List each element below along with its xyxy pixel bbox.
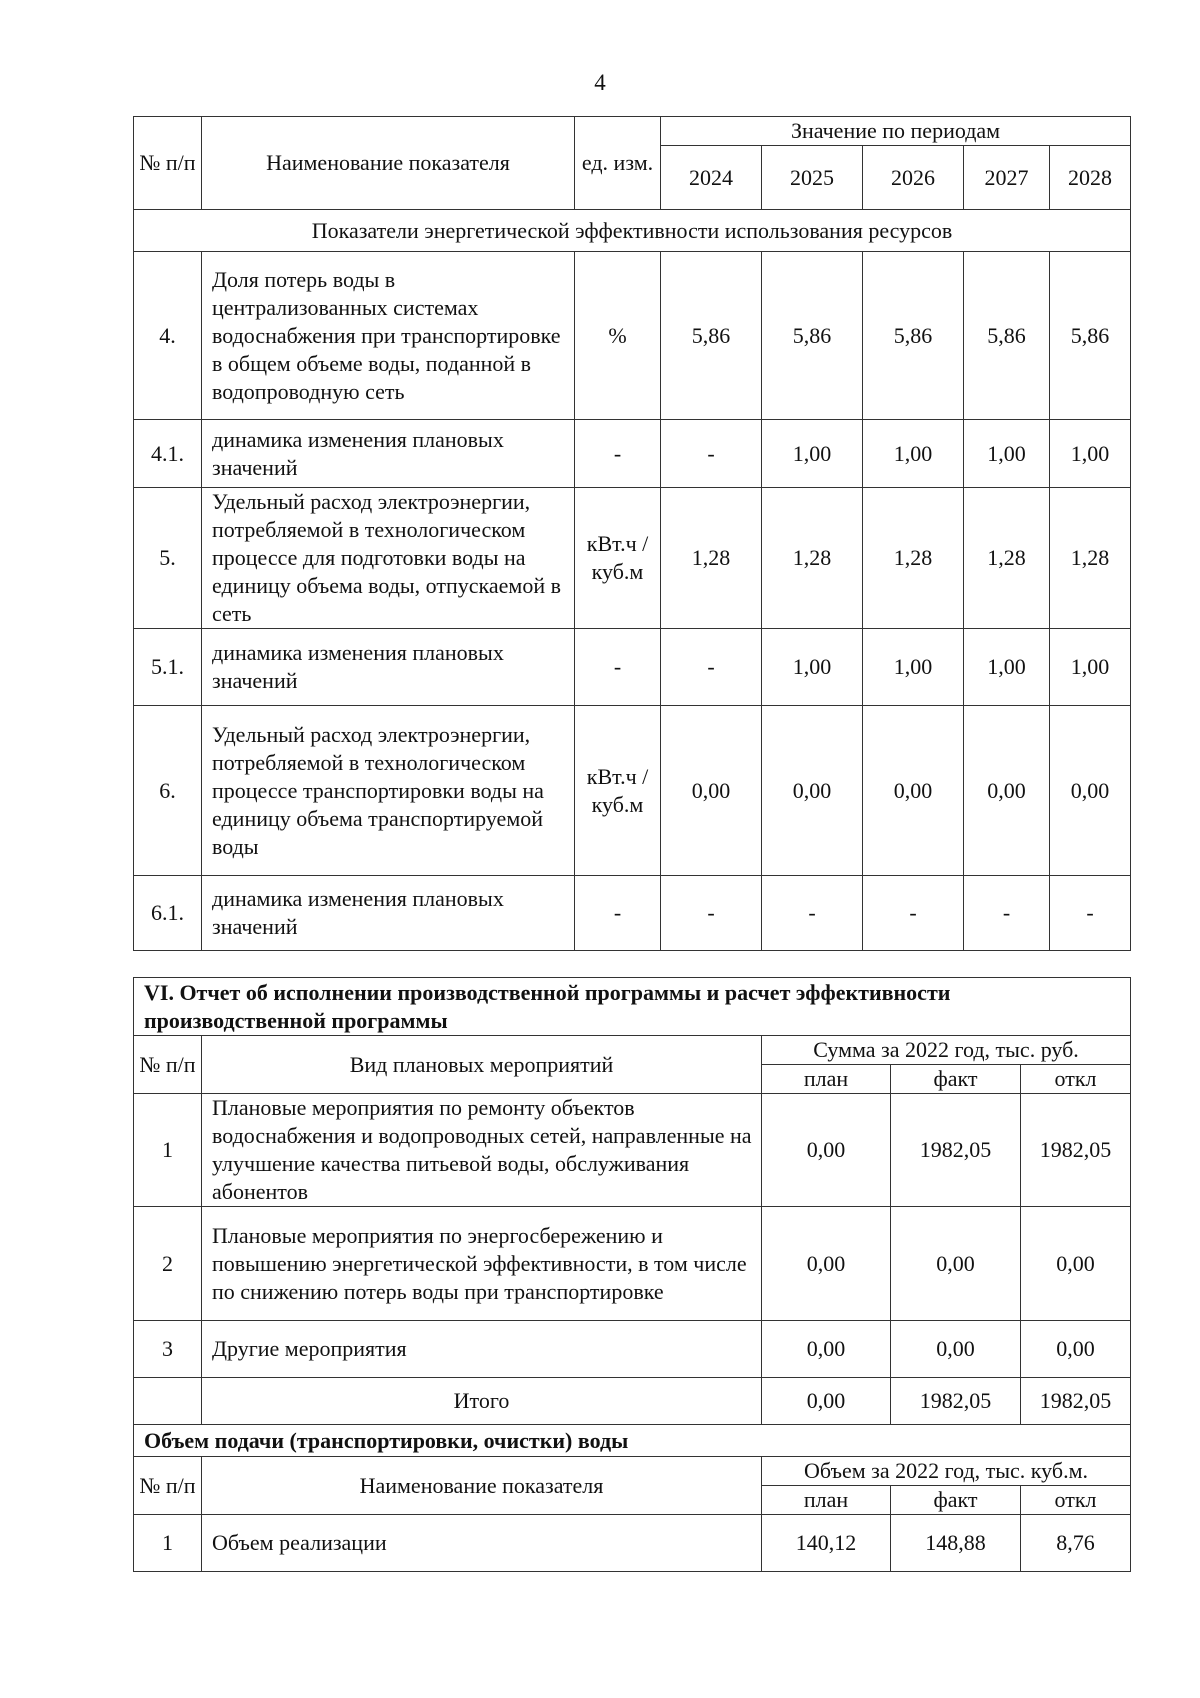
table-row xyxy=(134,629,1131,706)
total-row xyxy=(134,1378,1131,1425)
header-plan: план xyxy=(762,1065,891,1094)
table-row xyxy=(134,252,1131,420)
total-plan: 0,00 xyxy=(762,1378,891,1425)
row-fact: 0,00 xyxy=(891,1207,1021,1321)
header-name: Вид плановых мероприятий xyxy=(202,1036,762,1094)
row-value: 1,00 xyxy=(964,420,1050,488)
row-value: - xyxy=(964,876,1050,951)
volume-header-num: № п/п xyxy=(134,1457,202,1515)
row-plan: 140,12 xyxy=(762,1515,891,1572)
row-value: 1,00 xyxy=(863,420,964,488)
volume-header-plan: план xyxy=(762,1486,891,1515)
header-year: 2026 xyxy=(863,146,964,210)
row-name: Объем реализации xyxy=(202,1515,762,1572)
row-value: 5,86 xyxy=(762,252,863,420)
row-num: 2 xyxy=(134,1207,202,1321)
header-num: № п/п xyxy=(134,117,202,210)
row-dev: 8,76 xyxy=(1021,1515,1131,1572)
row-num: 6.1. xyxy=(134,876,202,951)
row-num: 3 xyxy=(134,1321,202,1378)
header-year: 2024 xyxy=(661,146,762,210)
row-num: 5. xyxy=(134,488,202,629)
row-value: - xyxy=(762,876,863,951)
header-year: 2028 xyxy=(1050,146,1131,210)
volume-header-fact: факт xyxy=(891,1486,1021,1515)
row-num: 5.1. xyxy=(134,629,202,706)
row-name: Плановые мероприятия по энергосбережению и повышению энергетической эффективности, в том числе по снижению потерь воды при транспортировке xyxy=(202,1207,762,1321)
row-name: Доля потерь воды в централизованных системах водоснабжения при транспортировке в общем объеме воды, поданной в водопроводную сеть xyxy=(202,252,575,420)
row-value: 1,28 xyxy=(762,488,863,629)
row-plan: 0,00 xyxy=(762,1094,891,1207)
performance-indicators-table xyxy=(133,116,1131,951)
row-value: 1,00 xyxy=(1050,629,1131,706)
row-value: 1,00 xyxy=(863,629,964,706)
row-value: 5,86 xyxy=(964,252,1050,420)
header-unit: ед. изм. xyxy=(575,117,661,210)
row-fact: 148,88 xyxy=(891,1515,1021,1572)
row-dev: 0,00 xyxy=(1021,1207,1131,1321)
row-value: 1,28 xyxy=(863,488,964,629)
row-dev: 1982,05 xyxy=(1021,1094,1131,1207)
table-row xyxy=(134,706,1131,876)
program-report-table xyxy=(133,977,1131,1572)
row-num: 4. xyxy=(134,252,202,420)
row-fact: 1982,05 xyxy=(891,1094,1021,1207)
row-unit: кВт.ч / куб.м xyxy=(575,488,661,629)
row-name: Удельный расход электроэнергии, потребляемой в технологическом процессе транспортировки воды на единицу объема транспортируемой воды xyxy=(202,706,575,876)
header-name: Наименование показателя xyxy=(202,117,575,210)
row-plan: 0,00 xyxy=(762,1207,891,1321)
volume-header-sum: Объем за 2022 год, тыс. куб.м. xyxy=(762,1457,1131,1486)
row-value: 5,86 xyxy=(863,252,964,420)
row-unit: - xyxy=(575,420,661,488)
row-num: 6. xyxy=(134,706,202,876)
row-value: 1,28 xyxy=(661,488,762,629)
row-value: 1,28 xyxy=(1050,488,1131,629)
header-year: 2027 xyxy=(964,146,1050,210)
report-section-title: VI. Отчет об исполнении производственной программы и расчет эффективности производственной программы xyxy=(134,978,1131,1036)
row-name: Удельный расход электроэнергии, потребляемой в технологическом процессе для подготовки воды на единицу объема воды, отпускаемой в сеть xyxy=(202,488,575,629)
total-label: Итого xyxy=(202,1378,762,1425)
row-fact: 0,00 xyxy=(891,1321,1021,1378)
row-value: - xyxy=(661,629,762,706)
table-row xyxy=(134,488,1131,629)
header-year: 2025 xyxy=(762,146,863,210)
row-value: 0,00 xyxy=(964,706,1050,876)
row-unit: кВт.ч / куб.м xyxy=(575,706,661,876)
volume-header-dev: откл xyxy=(1021,1486,1131,1515)
row-value: - xyxy=(863,876,964,951)
row-value: - xyxy=(1050,876,1131,951)
volume-header-name: Наименование показателя xyxy=(202,1457,762,1515)
section-title: Показатели энергетической эффективности использования ресурсов xyxy=(134,210,1131,252)
row-num: 1 xyxy=(134,1515,202,1572)
table-row xyxy=(134,876,1131,951)
row-value: - xyxy=(661,876,762,951)
header-num: № п/п xyxy=(134,1036,202,1094)
table-row xyxy=(134,1094,1131,1207)
table-row xyxy=(134,1207,1131,1321)
row-num: 1 xyxy=(134,1094,202,1207)
header-periods: Значение по периодам xyxy=(661,117,1131,146)
total-fact: 1982,05 xyxy=(891,1378,1021,1425)
row-unit: - xyxy=(575,629,661,706)
header-sum: Сумма за 2022 год, тыс. руб. xyxy=(762,1036,1131,1065)
row-value: 0,00 xyxy=(762,706,863,876)
row-value: 5,86 xyxy=(1050,252,1131,420)
table-row xyxy=(134,1321,1131,1378)
table-row xyxy=(134,420,1131,488)
row-value: - xyxy=(661,420,762,488)
row-unit: - xyxy=(575,876,661,951)
row-unit: % xyxy=(575,252,661,420)
row-name: Другие мероприятия xyxy=(202,1321,762,1378)
row-name: динамика изменения плановых значений xyxy=(202,420,575,488)
volume-row xyxy=(134,1515,1131,1572)
row-value: 5,86 xyxy=(661,252,762,420)
page-number: 4 xyxy=(594,70,606,95)
row-name: динамика изменения плановых значений xyxy=(202,629,575,706)
row-value: 0,00 xyxy=(661,706,762,876)
total-empty xyxy=(134,1378,202,1425)
row-value: 0,00 xyxy=(863,706,964,876)
row-name: Плановые мероприятия по ремонту объектов водоснабжения и водопроводных сетей, направленные на улучшение качества питьевой воды, обслуживания абонентов xyxy=(202,1094,762,1207)
row-plan: 0,00 xyxy=(762,1321,891,1378)
row-value: 0,00 xyxy=(1050,706,1131,876)
row-name: динамика изменения плановых значений xyxy=(202,876,575,951)
header-fact: факт xyxy=(891,1065,1021,1094)
row-value: 1,00 xyxy=(964,629,1050,706)
row-dev: 0,00 xyxy=(1021,1321,1131,1378)
row-value: 1,00 xyxy=(762,629,863,706)
volume-section-title: Объем подачи (транспортировки, очистки) воды xyxy=(134,1425,1131,1457)
row-value: 1,00 xyxy=(762,420,863,488)
row-value: 1,28 xyxy=(964,488,1050,629)
row-value: 1,00 xyxy=(1050,420,1131,488)
total-dev: 1982,05 xyxy=(1021,1378,1131,1425)
header-dev: откл xyxy=(1021,1065,1131,1094)
row-num: 4.1. xyxy=(134,420,202,488)
